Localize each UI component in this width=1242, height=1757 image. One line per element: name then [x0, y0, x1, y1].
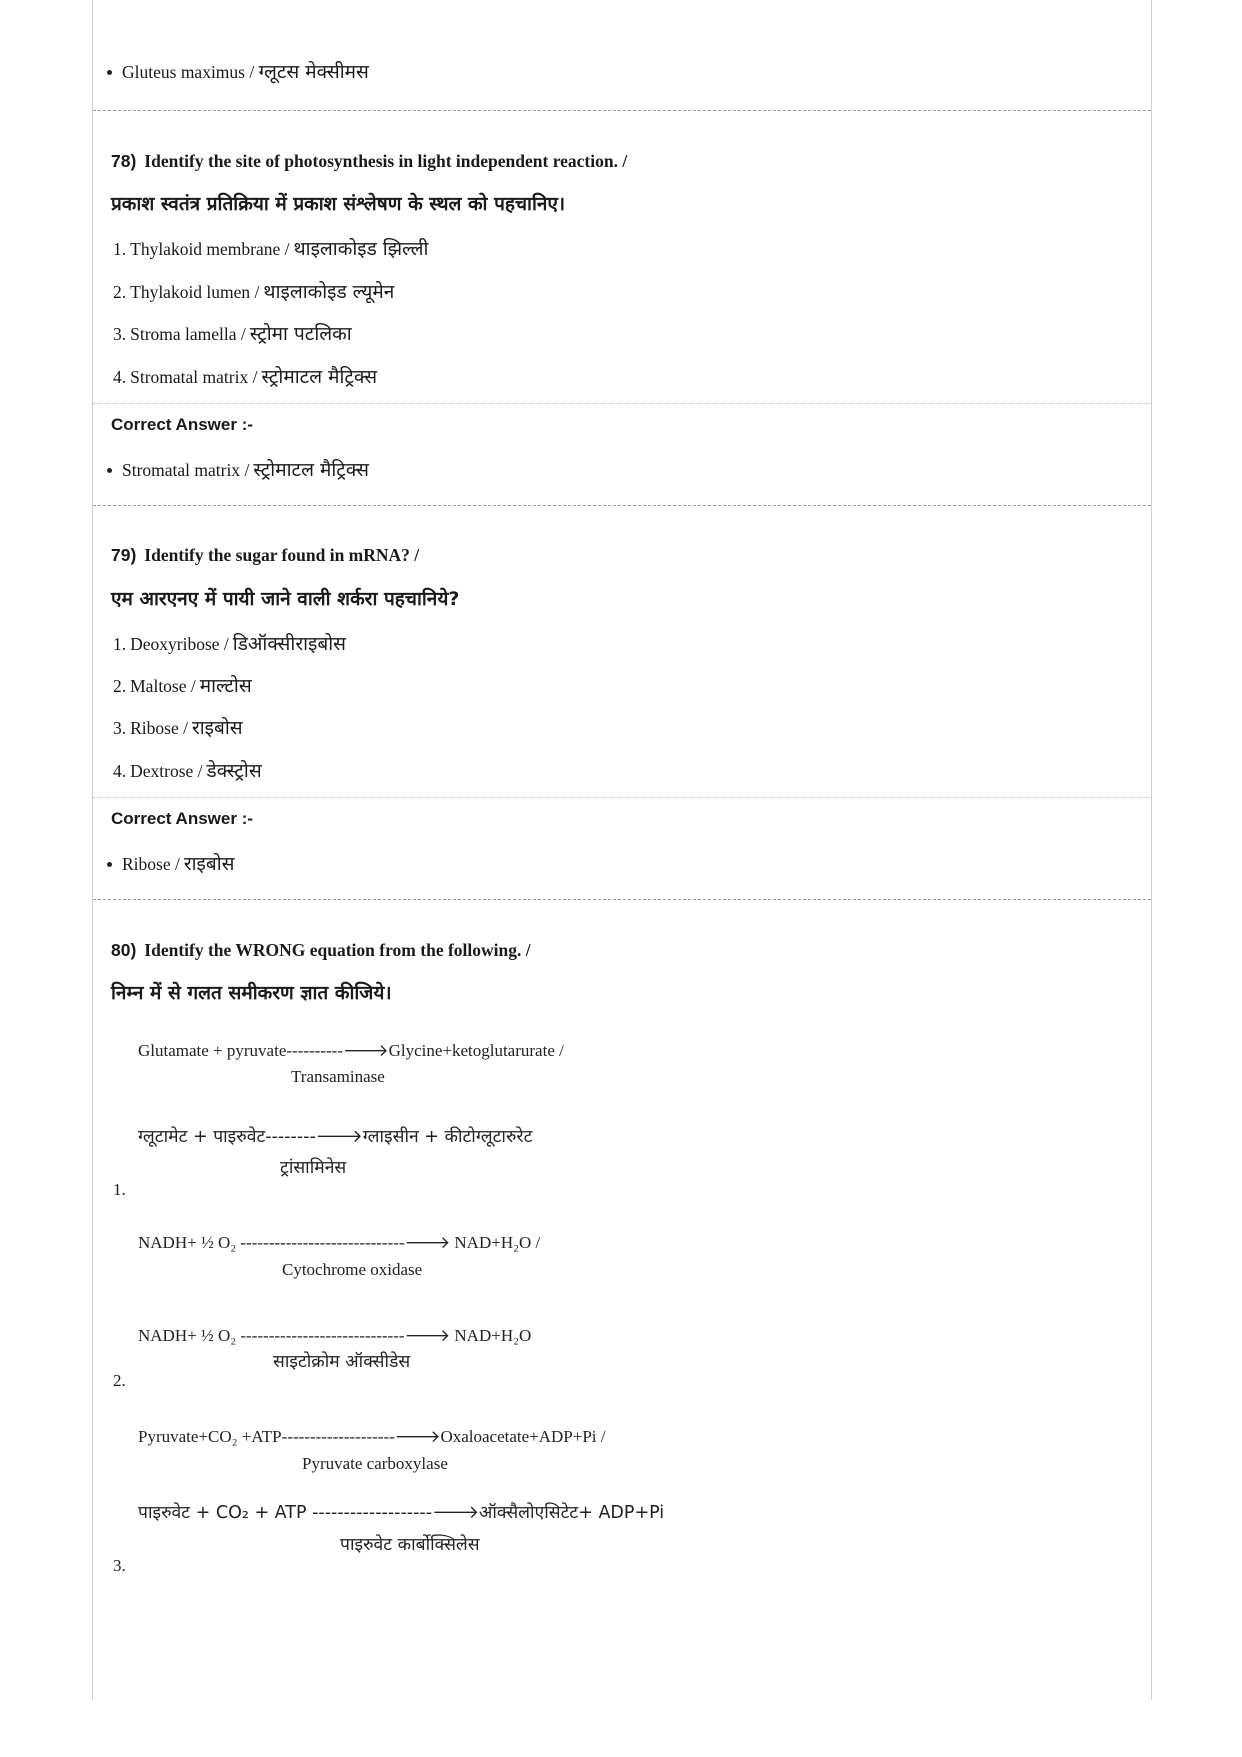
correct-answer-label: Correct Answer :-: [111, 809, 254, 828]
document-page: [92, 0, 1152, 1700]
q80-option-3-number: 3.: [113, 1556, 126, 1575]
q80-option-2-number: 2.: [113, 1371, 126, 1390]
question-divider: [93, 505, 1151, 506]
q79-option-2: 2. Maltose / माल्टोस: [113, 675, 252, 697]
question-number: 80): [111, 940, 137, 960]
q78-option-4: 4. Stromatal matrix / स्ट्रोमाटल मैट्रिक्स: [113, 366, 378, 388]
q80-option-2-equation-en: NADH+ ½ O₂ -----------------------------🡒 NAD+H₂O /: [138, 1233, 541, 1252]
question-number: 78): [111, 151, 137, 171]
q79-option-3: 3. Ribose / राइबोस: [113, 717, 243, 739]
q78-title: [111, 151, 627, 172]
q80-option-1-equation-en: Glutamate + pyruvate----------🡒Glycine+ketoglutarurate /: [138, 1041, 564, 1060]
answer-divider: [93, 403, 1151, 404]
q80-option-2-equation-hi: NADH+ ½ O₂ -----------------------------🡒 NAD+H₂O: [138, 1326, 532, 1345]
question-text-hi: निम्न में से गलत समीकरण ज्ञात कीजिये।: [111, 982, 392, 1004]
bullet-icon: [107, 468, 112, 473]
q78-option-3: 3. Stroma lamella / स्ट्रोमा पटलिका: [113, 323, 352, 345]
q79-title: [111, 545, 419, 566]
answer-divider: [93, 797, 1151, 798]
correct-answer-label: Correct Answer :-: [111, 415, 254, 434]
question-text-en: Identify the sugar found in mRNA? /: [144, 545, 420, 565]
answer-hi: ग्लूटस मेक्सीमस: [258, 61, 369, 83]
prev-correct-answer: Gluteus maximus / ग्लूटस मेक्सीमस: [107, 58, 369, 84]
question-text-en: Identify the WRONG equation from the following. /: [144, 940, 531, 960]
question-text-en: Identify the site of photosynthesis in light independent reaction. /: [144, 151, 628, 171]
q80-option-2-enzyme-hi: साइटोक्रोम ऑक्सीडेस: [273, 1352, 411, 1372]
q79-option-4: 4. Dextrose / डेक्स्ट्रोस: [113, 760, 262, 782]
bullet-icon: [107, 862, 112, 867]
question-text-hi: एम आरएनए में पायी जाने वाली शर्करा पहचानिये?: [111, 588, 460, 610]
q78-correct-answer: Stromatal matrix / स्ट्रोमाटल मैट्रिक्स: [107, 456, 369, 482]
q78-option-2: 2. Thylakoid lumen / थाइलाकोइड ल्यूमेन: [113, 281, 395, 303]
q80-title: [111, 940, 531, 961]
q80-option-3-equation-hi: पाइरुवेट + CO₂ + ATP -------------------🡒ऑक्सैलोएसिटेट+ ADP+Pi: [138, 1503, 665, 1523]
question-text-hi: प्रकाश स्वतंत्र प्रतिक्रिया में प्रकाश संश्लेषण के स्थल को पहचानिए।: [111, 193, 566, 215]
q80-option-1-enzyme-hi: ट्रांसामिनेस: [280, 1158, 347, 1178]
q79-option-1: 1. Deoxyribose / डिऑक्सीराइबोस: [113, 633, 346, 655]
q79-correct-answer: Ribose / राइबोस: [107, 850, 235, 876]
q80-option-1-enzyme-en: Transaminase: [291, 1067, 385, 1086]
q80-option-3-equation-en: Pyruvate+CO₂ +ATP--------------------🡒Oxaloacetate+ADP+Pi /: [138, 1427, 606, 1446]
question-divider: [93, 110, 1151, 111]
question-number: 79): [111, 545, 137, 565]
question-divider: [93, 899, 1151, 900]
q80-option-1-equation-hi: ग्लूटामेट + पाइरुवेट--------🡒ग्लाइसीन + कीटोग्लूटारुरेट: [138, 1127, 533, 1147]
answer-en: Gluteus maximus: [122, 62, 245, 82]
q78-option-1: 1. Thylakoid membrane / थाइलाकोइड झिल्ली: [113, 238, 429, 260]
q80-option-2-enzyme-en: Cytochrome oxidase: [282, 1260, 423, 1279]
q80-option-3-enzyme-en: Pyruvate carboxylase: [302, 1454, 448, 1473]
q80-option-1-number: 1.: [113, 1180, 126, 1199]
q80-option-3-enzyme-hi: पाइरुवेट कार्बोक्सिलेस: [340, 1535, 480, 1555]
bullet-icon: [107, 70, 112, 75]
